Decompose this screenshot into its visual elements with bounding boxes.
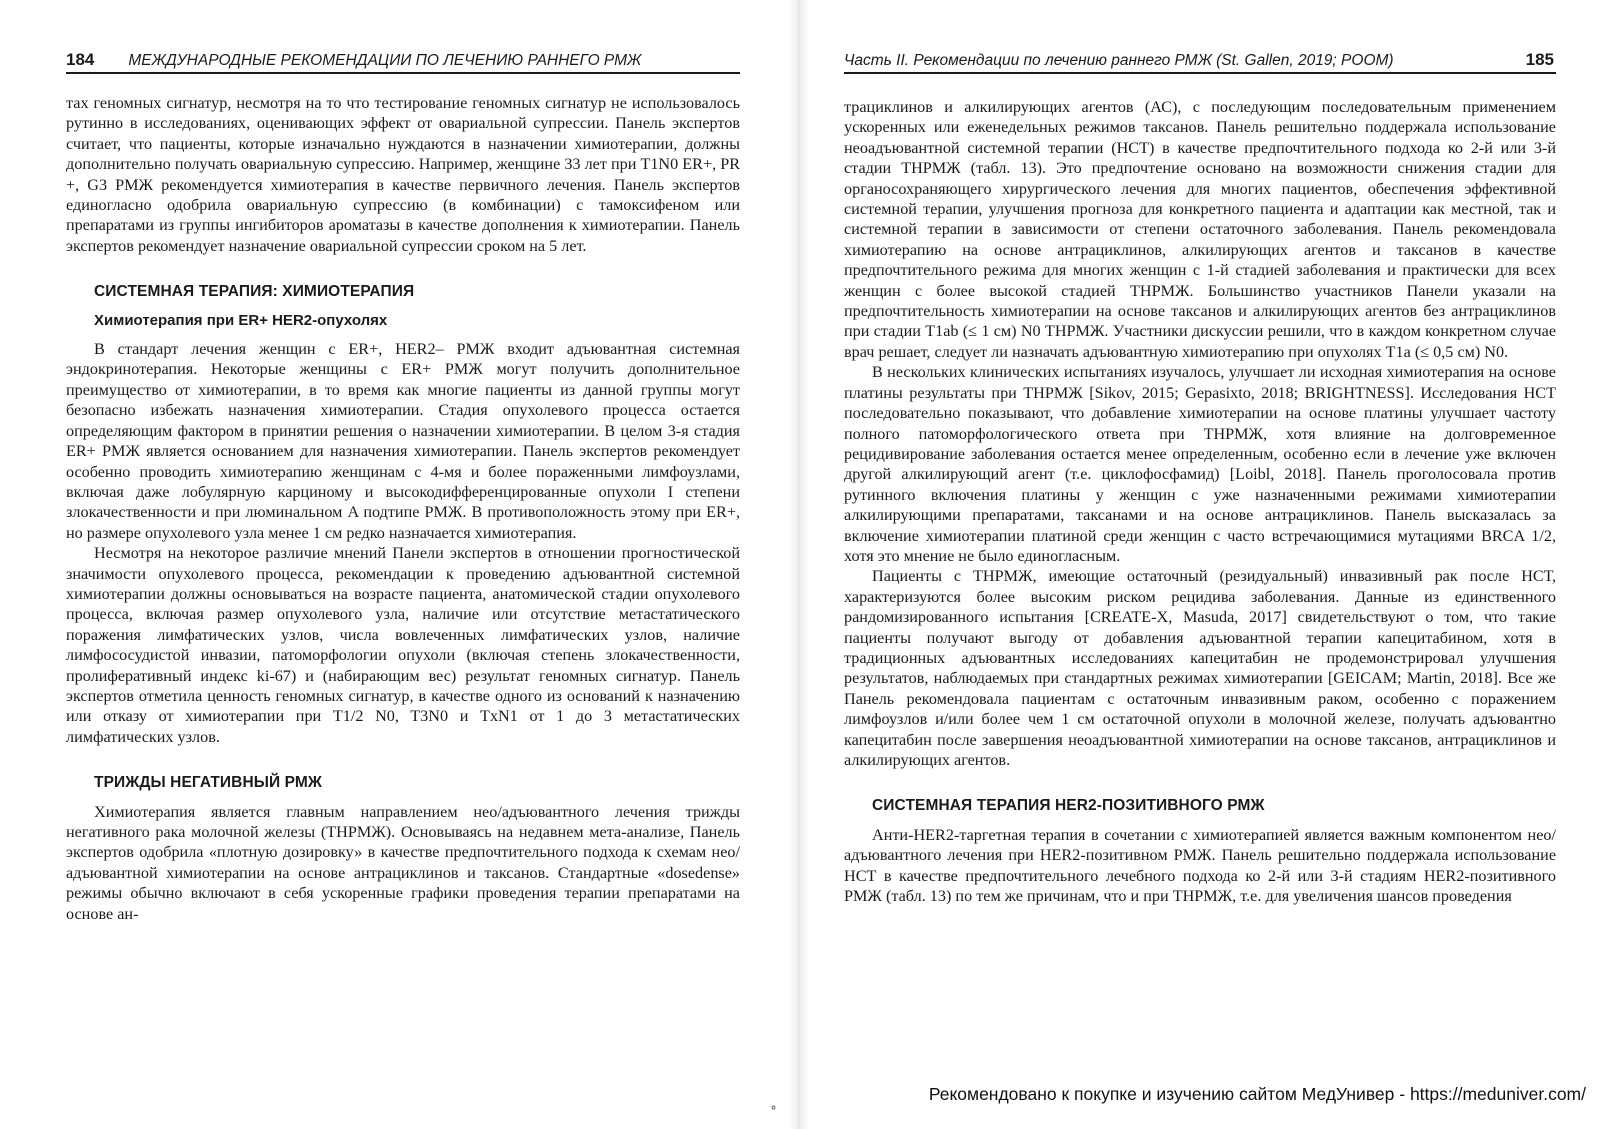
right-paragraph-4: Анти-HER2-таргетная терапия в сочетании с химиотерапией является важным компонентом нео/адъювантного лечения при HER2-позитивном РМЖ. Панель решительно поддержала использование НСТ в качестве предпочтительного лечебного подхода ко 2-й или 3-й стадиям HER2-позитивного РМЖ (табл. 13) по тем же причинам, что и при ТНРМЖ, т.е. для увеличения шансов проведения	[844, 825, 1556, 906]
left-subheading-er-her2: Химиотерапия при ER+ HER2-опухолях	[94, 311, 388, 329]
left-paragraph-2: В стандарт лечения женщин с ER+, HER2– РМЖ входит адъювантная системная эндокринотерапия. Некоторые женщины с ER+ РМЖ могут получить дополнительное преимущество от химиотерапии, в то время как многие пациенты из данной группы могут безопасно избежать назначения химиотерапии. Стадия опухолевого процесса остается определяющим фактором в принятии решения о назначении химиотерапии. В целом 3-я стадия ER+ РМЖ является основанием для назначения химиотерапии. Панель экспертов рекомендует особенно проводить химиотерапию женщинам с 4-мя и более пораженными лимфоузлами, включая даже лобулярную карциному и высокодифференцированные опухоли I степени злокачественности и при люминальном A подтипе РМЖ. В противоположность этому при ER+, но размере опухолевого узла менее 1 см редко назначается химиотерапия.	[66, 340, 740, 542]
right-page	[806, 0, 1600, 1129]
right-page-header	[844, 44, 1556, 74]
right-section-heading-her2: СИСТЕМНАЯ ТЕРАПИЯ HER2-ПОЗИТИВНОГО РМЖ	[872, 797, 1265, 815]
left-running-title: МЕЖДУНАРОДНЫЕ РЕКОМЕНДАЦИИ ПО ЛЕЧЕНИЮ РАННЕГО РМЖ	[128, 52, 642, 69]
right-page-body	[844, 97, 1556, 906]
left-page-number: 184	[66, 50, 95, 69]
right-paragraph-1: трациклинов и алкилирующих агентов (АС), с последующим последовательным применением ускоренных или еженедельных режимов таксанов. Панель решительно поддержала использование неоадъювантной системной терапии (НСТ) в качестве предпочтительного подхода ко 2-й или 3-й стадии ТНРМЖ (табл. 13). Это предпочтение основано на возможности снижения стадии для органосохраняющего хирургического лечения для многих пациентов, обеспечения эффективной системной терапии, улучшения прогноза для конкретного пациента и адаптации как местной, так и системной терапии в зависимости от степени остаточного заболевания. Панель рекомендовала химиотерапию на основе антрациклинов, алкилирующих агентов и таксанов в качестве предпочтительного режима для многих женщин с 1-й стадией заболевания и практически для всех женщин с более высокой стадией ТНРМЖ. Большинство участников Панели указали на предпочтительность химиотерапии на основе таксанов и алкилирующих агентов без антрациклинов при стадии T1ab (≤ 1 см) N0 ТНРМЖ. Участники дискуссии решили, что в каждом конкретном случае врач решает, следует ли назначать адъювантную химиотерапию при опухолях T1a (≤ 0,5 см) N0.	[844, 98, 1556, 361]
right-running-title: Часть II. Рекомендации по лечению раннего РМЖ (St. Gallen, 2019; РООМ)	[844, 52, 1394, 69]
left-paragraph-4: Химиотерапия является главным направлением нео/адъювантного лечения трижды негативного рака молочной железы (ТНРМЖ). Основываясь на недавнем мета-анализе, Панель экспертов одобрила «плотную дозировку» в качестве предпочтительного подхода к схемам нео/адъювантной химиотерапии на основе антрациклинов и таксанов. Стандартные «dosedense» режимы обычно включают в себя ускоренные графики проведения терапии препаратами на основе ан-	[66, 802, 740, 923]
right-paragraph-2: В нескольких клинических испытаниях изучалось, улучшает ли исходная химиотерапия на основе платины результаты при ТНРМЖ [Sikov, 2015; Gepasixto, 2018; BRIGHTNESS]. Исследования НСТ последовательно показывают, что добавление химиотерапии на основе платины улучшает частоту полного патоморфологического ответа при ТНРМЖ, хотя влияние на долговременное рецидивирование заболевания остается менее определенным, особенно если в лечение уже включен другой алкилирующий агент (т.е. циклофосфамид) [Loibl, 2018]. Панель проголосовала против рутинного включения платины у женщин с уже назначенными режимами химиотерапии алкилирующими препаратами, таксанами и на основе антрациклинов. Панель высказалась за включение химиотерапии платиной среди женщин с часто встречающимися мутациями BRCA 1/2, хотя это мнение не было единогласным.	[844, 363, 1556, 565]
left-section-heading-triple-negative: ТРИЖДЫ НЕГАТИВНЫЙ РМЖ	[94, 774, 323, 792]
left-page	[0, 0, 790, 1129]
left-paragraph-1: тах геномных сигнатур, несмотря на то что тестирование геномных сигнатур не использовалось рутинно в исследованиях, оценивающих эффект от овариальной супрессии. Панель экспертов считает, что пациенты, которые изначально нуждаются в назначении химиотерапии, должны дополнительно получать овариальную супрессию. Например, женщине 33 лет при T1N0 ER+, PR +, G3 РМЖ рекомендуется химиотерапия в качестве первичного лечения. Панель экспертов единогласно одобрила овариальную супрессию (в комбинации) с тамоксифеном или препаратами из группы ингибиторов ароматазы в качестве дополнения к химиотерапии. Панель экспертов рекомендует назначение овариальной супрессии сроком на 5 лет.	[66, 94, 740, 255]
left-page-body	[66, 93, 740, 924]
left-section-heading-chemotherapy: СИСТЕМНАЯ ТЕРАПИЯ: ХИМИОТЕРАПИЯ	[94, 283, 415, 301]
watermark-footer: Рекомендовано к покупке и изучению сайтом МедУнивер - https://meduniver.com/	[928, 1084, 1586, 1104]
scan-speck: ˳	[770, 1094, 777, 1110]
left-page-header	[66, 44, 740, 74]
left-paragraph-3: Несмотря на некоторое различие мнений Панели экспертов в отношении прогностической значимости опухолевого процесса, рекомендации к проведению адъювантной системной химиотерапии должны основываться на возрасте пациента, анатомической стадии опухолевого процесса, включая размер опухолевого узла, наличие или отсутствие метастатического поражения лимфатических узлов, числа вовлеченных лимфатических узлов, наличие лимфососудистой инвазии, патоморфологии опухоли (включая степень злокачественности, пролиферативный индекс ki-67) и (набирающим вес) результат геномных сигнатур. Панель экспертов отметила ценность геномных сигнатур, в качестве одного из оснований к назначению или отказу от химиотерапии при T1/2 N0, T3N0 и TxN1 от 1 до 3 метастатических лимфатических узлов.	[66, 544, 740, 746]
right-page-number: 185	[1525, 50, 1554, 69]
right-paragraph-3: Пациенты с ТНРМЖ, имеющие остаточный (резидуальный) инвазивный рак после НСТ, характеризуются более высоким риском рецидива заболевания. Данные из единственного рандомизированного испытания [CREATE-X, Masuda, 2017] свидетельствуют о том, что такие пациенты получают выгоду от добавления адъювантной терапии капецитабином, хотя в традиционных адъювантных исследованиях капецитабин не продемонстрировал улучшения результатов, наблюдаемых при стандартных режимах химиотерапии [GEICAM; Martin, 2018]. Все же Панель рекомендовала пациентам с остаточным инвазивным раком, особенно с поражением лимфоузлов и/или более чем 1 см остаточной опухоли в молочной железе, получать адъювантно капецитабин после завершения неоадъювантной химиотерапии на основе таксанов, антрациклинов и алкилирующих агентов.	[844, 567, 1556, 769]
